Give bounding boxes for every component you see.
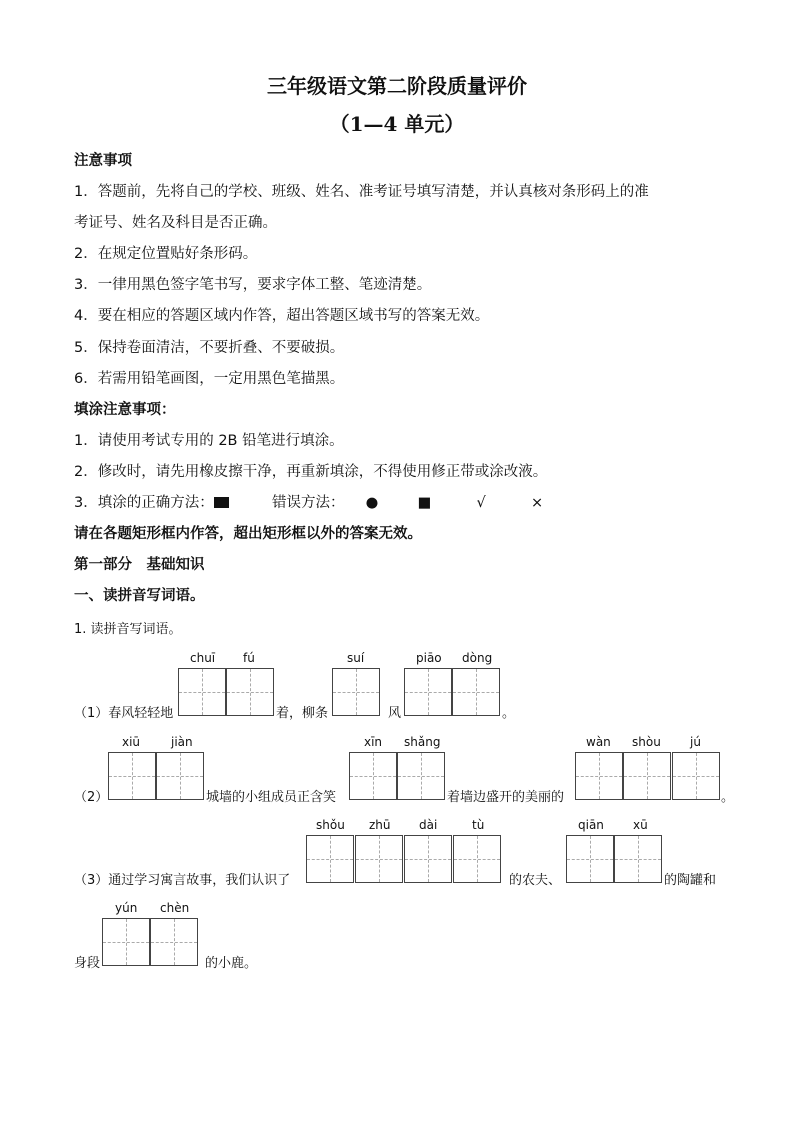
char-box[interactable]: [102, 918, 150, 966]
char-box[interactable]: [226, 668, 274, 716]
pinyin: xiū: [122, 735, 141, 749]
q1-prefix: （1）春风轻轻地: [74, 706, 174, 721]
q2-text: 城墙的小组成员正含笑: [206, 790, 337, 805]
pinyin: chuī: [190, 651, 216, 665]
correct-fill-mark: [214, 497, 229, 508]
wrong-mark-cross: ×: [530, 495, 544, 511]
char-box[interactable]: [332, 668, 380, 716]
char-box[interactable]: [156, 752, 204, 800]
fill-note-item: 1．请使用考试专用的 2B 铅笔进行填涂。: [74, 433, 344, 449]
note-item: 1．答题前，先将自己的学校、班级、姓名、准考证号填写清楚，并认真核对条形码上的准: [74, 184, 649, 200]
question-stem: 1. 读拼音写词语。: [74, 622, 182, 637]
wrong-mark-check: √: [476, 495, 486, 511]
wrong-mark-square: ■: [417, 495, 432, 511]
fill-note-item: 2．修改时，请先用橡皮擦干净，再重新填涂，不得使用修正带或涂改液。: [74, 464, 548, 480]
pinyin: xīn: [364, 735, 383, 749]
char-box[interactable]: [672, 752, 720, 800]
note-item: 2．在规定位置贴好条形码。: [74, 246, 258, 262]
note-item: 4．要在相应的答题区域内作答，超出答题区域书写的答案无效。: [74, 308, 490, 324]
page-subtitle: （1—4 单元）: [329, 112, 465, 136]
char-box[interactable]: [108, 752, 156, 800]
pinyin: shòu: [632, 735, 661, 749]
char-box[interactable]: [349, 752, 397, 800]
pinyin: qiān: [578, 818, 604, 832]
pinyin: dài: [419, 818, 438, 832]
wrong-method-label: 错误方法：: [271, 495, 345, 511]
char-box[interactable]: [355, 835, 403, 883]
q1-text: 着，柳条: [276, 706, 329, 721]
char-box[interactable]: [404, 835, 452, 883]
q3-text: 的农夫、: [509, 873, 562, 888]
pinyin: jiàn: [171, 735, 193, 749]
char-box[interactable]: [452, 668, 500, 716]
char-box[interactable]: [150, 918, 198, 966]
char-box[interactable]: [575, 752, 623, 800]
pinyin: wàn: [586, 735, 611, 749]
note-item: 考证号、姓名及科目是否正确。: [74, 215, 277, 231]
pinyin: dòng: [462, 651, 493, 665]
pinyin: zhū: [369, 818, 391, 832]
pinyin: fú: [243, 651, 255, 665]
fill-notes-heading: 填涂注意事项：: [74, 402, 176, 418]
pinyin: suí: [347, 651, 365, 665]
q3-line2-text: 的小鹿。: [205, 956, 258, 971]
char-box[interactable]: [566, 835, 614, 883]
pinyin: piāo: [416, 651, 442, 665]
char-box[interactable]: [623, 752, 671, 800]
note-item: 6．若需用铅笔画图，一定用黑色笔描黑。: [74, 371, 345, 387]
pinyin: jú: [690, 735, 701, 749]
wrong-mark-dot: ●: [365, 495, 379, 511]
char-box[interactable]: [178, 668, 226, 716]
pinyin: tù: [472, 818, 485, 832]
q2-text: 着墙边盛开的美丽的: [447, 790, 565, 805]
pinyin: xū: [633, 818, 648, 832]
q2-text: 。: [721, 790, 735, 805]
page-title: 三年级语文第二阶段质量评价: [267, 74, 527, 98]
pinyin: shǎng: [404, 735, 441, 749]
pinyin: shǒu: [316, 818, 345, 832]
char-box[interactable]: [453, 835, 501, 883]
q1-text: 风: [388, 706, 402, 721]
q3-text: 的陶罐和: [664, 873, 717, 888]
correct-method-label: 3．填涂的正确方法：: [74, 495, 214, 511]
char-box[interactable]: [397, 752, 445, 800]
q3-line2-prefix: 身段: [74, 956, 101, 971]
q3-prefix: （3）通过学习寓言故事，我们认识了: [74, 873, 291, 888]
note-item: 3．一律用黑色签字笔书写，要求字体工整、笔迹清楚。: [74, 277, 432, 293]
char-box[interactable]: [306, 835, 354, 883]
part-heading: 第一部分 基础知识: [74, 557, 205, 573]
notes-heading: 注意事项: [74, 153, 132, 169]
char-box[interactable]: [614, 835, 662, 883]
note-item: 5．保持卷面清洁，不要折叠、不要破损。: [74, 340, 345, 356]
q2-prefix: （2）: [74, 790, 109, 805]
answer-box-notice: 请在各题矩形框内作答，超出矩形框以外的答案无效。: [74, 526, 422, 542]
char-box[interactable]: [404, 668, 452, 716]
fill-method-row: [74, 494, 543, 512]
q1-text: 。: [502, 706, 516, 721]
pinyin: yún: [115, 901, 138, 915]
section-heading: 一、读拼音写词语。: [74, 588, 205, 604]
pinyin: chèn: [160, 901, 190, 915]
